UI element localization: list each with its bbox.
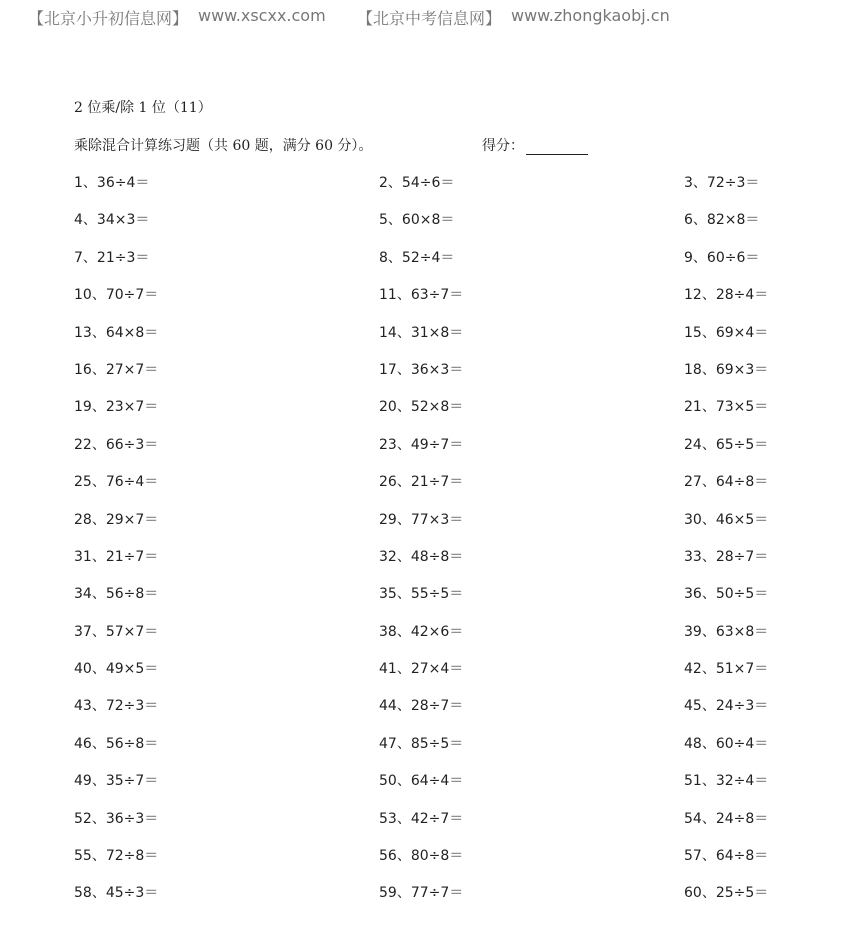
problem-item: 24、65÷5＝	[684, 436, 769, 453]
problem-item: 15、69×4＝	[684, 324, 769, 341]
problem-item: 53、42÷7＝	[379, 810, 464, 827]
problem-item: 4、34×3＝	[74, 212, 150, 229]
problem-item: 21、73×5＝	[684, 399, 769, 416]
problem-item: 31、21÷7＝	[74, 548, 159, 565]
problem-item: 35、55÷5＝	[379, 586, 464, 603]
problem-row	[74, 770, 794, 807]
problem-row	[74, 209, 794, 246]
page-header	[0, 6, 852, 30]
problem-row	[74, 434, 794, 471]
problem-item: 16、27×7＝	[74, 361, 159, 378]
problem-row	[74, 733, 794, 770]
problem-item: 43、72÷3＝	[74, 698, 159, 715]
problem-item: 59、77÷7＝	[379, 885, 464, 902]
problem-item: 10、70÷7＝	[74, 287, 159, 304]
problem-item: 46、56÷8＝	[74, 735, 159, 752]
problem-item: 17、36×3＝	[379, 361, 464, 378]
problem-item: 55、72÷8＝	[74, 848, 159, 865]
problem-item: 41、27×4＝	[379, 661, 464, 678]
problem-item: 29、77×3＝	[379, 511, 464, 528]
problem-item: 58、45÷3＝	[74, 885, 159, 902]
problem-row	[74, 546, 794, 583]
score-label: 得分：	[482, 138, 524, 154]
problem-item: 3、72÷3＝	[684, 175, 760, 191]
problem-item: 23、49÷7＝	[379, 436, 464, 453]
problem-row	[74, 695, 794, 732]
problem-row	[74, 247, 794, 284]
problem-item: 25、76÷4＝	[74, 474, 159, 491]
problem-item: 54、24÷8＝	[684, 810, 769, 827]
problem-item: 42、51×7＝	[684, 661, 769, 678]
problem-item: 49、35÷7＝	[74, 773, 159, 790]
problem-row	[74, 621, 794, 658]
problem-item: 7、21÷3＝	[74, 249, 150, 266]
header-site-name-1: 【北京小升初信息网】	[28, 9, 189, 28]
problem-item: 5、60×8＝	[379, 212, 455, 229]
problem-item: 39、63×8＝	[684, 623, 769, 640]
problem-grid	[74, 172, 794, 920]
header-url-link-1[interactable]: www.xscxx.com	[198, 6, 326, 25]
problem-item: 33、28÷7＝	[684, 548, 769, 565]
problem-item: 56、80÷8＝	[379, 848, 464, 865]
problem-row	[74, 882, 794, 919]
worksheet-title: 2 位乘/除 1 位（11）	[74, 100, 212, 116]
problem-row	[74, 845, 794, 882]
problem-row	[74, 509, 794, 546]
problem-item: 36、50÷5＝	[684, 586, 769, 603]
problem-item: 27、64÷8＝	[684, 474, 769, 491]
problem-item: 13、64×8＝	[74, 324, 159, 341]
problem-row	[74, 583, 794, 620]
problem-row	[74, 658, 794, 695]
problem-row	[74, 808, 794, 845]
problem-item: 44、28÷7＝	[379, 698, 464, 715]
problem-row	[74, 471, 794, 508]
problem-row	[74, 284, 794, 321]
problem-item: 47、85÷5＝	[379, 735, 464, 752]
problem-row	[74, 172, 794, 209]
header-site-name-2: 【北京中考信息网】	[357, 9, 502, 28]
problem-item: 2、54÷6＝	[379, 175, 455, 191]
problem-item: 60、25÷5＝	[684, 885, 769, 902]
problem-item: 50、64÷4＝	[379, 773, 464, 790]
problem-item: 37、57×7＝	[74, 623, 159, 640]
problem-item: 6、82×8＝	[684, 212, 760, 229]
problem-item: 19、23×7＝	[74, 399, 159, 416]
problem-item: 34、56÷8＝	[74, 586, 159, 603]
worksheet-instructions: 乘除混合计算练习题（共 60 题，满分 60 分）。	[74, 138, 373, 154]
problem-item: 30、46×5＝	[684, 511, 769, 528]
problem-item: 45、24÷3＝	[684, 698, 769, 715]
problem-item: 11、63÷7＝	[379, 287, 464, 304]
problem-item: 22、66÷3＝	[74, 436, 159, 453]
problem-item: 12、28÷4＝	[684, 287, 769, 304]
problem-item: 28、29×7＝	[74, 511, 159, 528]
problem-row	[74, 359, 794, 396]
problem-item: 51、32÷4＝	[684, 773, 769, 790]
problem-item: 8、52÷4＝	[379, 249, 455, 266]
score-blank-line	[526, 140, 588, 155]
header-url-link-2[interactable]: www.zhongkaobj.cn	[511, 6, 670, 25]
problem-item: 26、21÷7＝	[379, 474, 464, 491]
problem-item: 40、49×5＝	[74, 661, 159, 678]
problem-item: 57、64÷8＝	[684, 848, 769, 865]
problem-item: 18、69×3＝	[684, 361, 769, 378]
score-field	[482, 135, 588, 155]
problem-row	[74, 396, 794, 433]
problem-row	[74, 322, 794, 359]
problem-item: 20、52×8＝	[379, 399, 464, 416]
problem-item: 52、36÷3＝	[74, 810, 159, 827]
problem-item: 14、31×8＝	[379, 324, 464, 341]
problem-item: 38、42×6＝	[379, 623, 464, 640]
problem-item: 1、36÷4＝	[74, 175, 150, 191]
problem-item: 32、48÷8＝	[379, 548, 464, 565]
problem-item: 9、60÷6＝	[684, 249, 760, 266]
problem-item: 48、60÷4＝	[684, 735, 769, 752]
